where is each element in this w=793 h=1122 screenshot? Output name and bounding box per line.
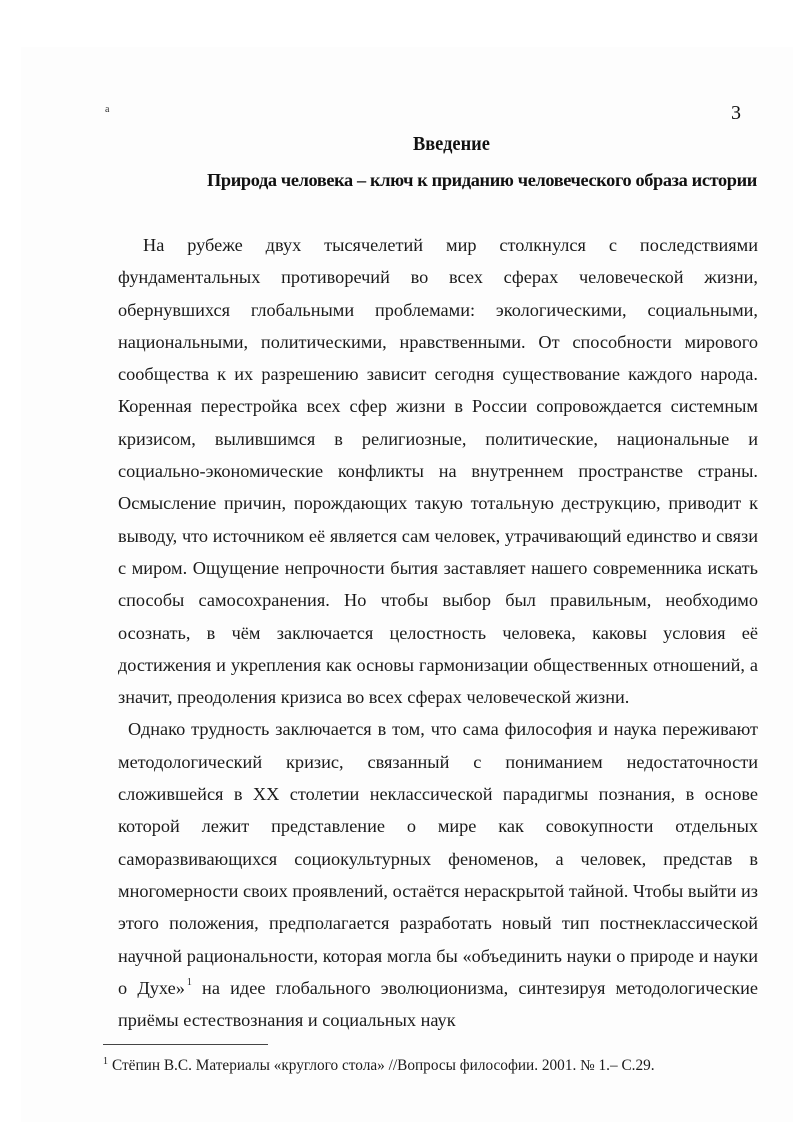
paragraph-2-text-after-ref: на идее глобального эволюционизма, синтезируя методологические приёмы естествознания и социальных наук (118, 977, 758, 1031)
corner-marker: а (105, 104, 110, 115)
footnote-text: Стёпин В.С. Материалы «круглого стола» //Вопросы философии. 2001. № 1.– С.29. (112, 1057, 655, 1074)
paragraph-2-text-before-ref: Однако трудность заключается в том, что сама философия и наука переживают методологический кризис, связанный с пониманием недостаточности сложившейся в XX столетии неклассической парадигмы познания, в основе которой лежит представление о мире как совокупности отдельных саморазвивающихся социокультурных феноменов, а человек, представ в многомерности своих проявлений, остаётся нераскрытой тайной. Чтобы выйти из этого положения, предполагается разработать новый тип постнеклассической научной рациональности, которая могла бы «объединить науки о природе и науки о Духе» (118, 719, 758, 998)
footnote-reference[interactable]: 1 (186, 976, 192, 988)
section-subtitle: Природа человека – ключ к приданию человеческого образа истории (207, 170, 757, 190)
paragraph-2 (118, 713, 758, 1036)
paragraph-1: На рубеже двух тысячелетий мир столкнулся с последствиями фундаментальных противоречий во всех сферах человеческой жизни, обернувшихся глобальными проблемами: экологическими, социальными, национальными, политическими, нравственными. От способности мирового сообщества к их разрешению зависит сегодня существование каждого народа. Коренная перестройка всех сфер жизни в России сопровождается системным кризисом, вылившимся в религиозные, политические, национальные и социально-экономические конфликты на внутреннем пространстве страны. Осмысление причин, порождающих такую тотальную деструкцию, приводит к выводу, что источником её является сам человек, утрачивающий единство и связи с миром. Ощущение непрочности бытия заставляет нашего современника искать способы самосохранения. Но чтобы выбор был правильным, необходимо осознать, в чём заключается целостность человека, каковы условия её достижения и укрепления как основы гармонизации общественных отношений, а значит, преодоления кризиса во всех сферах человеческой жизни. (118, 235, 758, 708)
footnote-separator (103, 1044, 268, 1045)
footnote-number: 1 (103, 1056, 108, 1067)
page-number: 3 (731, 102, 741, 124)
body-text (118, 229, 758, 1036)
section-title: Введение (412, 133, 490, 155)
footnote-1 (103, 1052, 655, 1076)
